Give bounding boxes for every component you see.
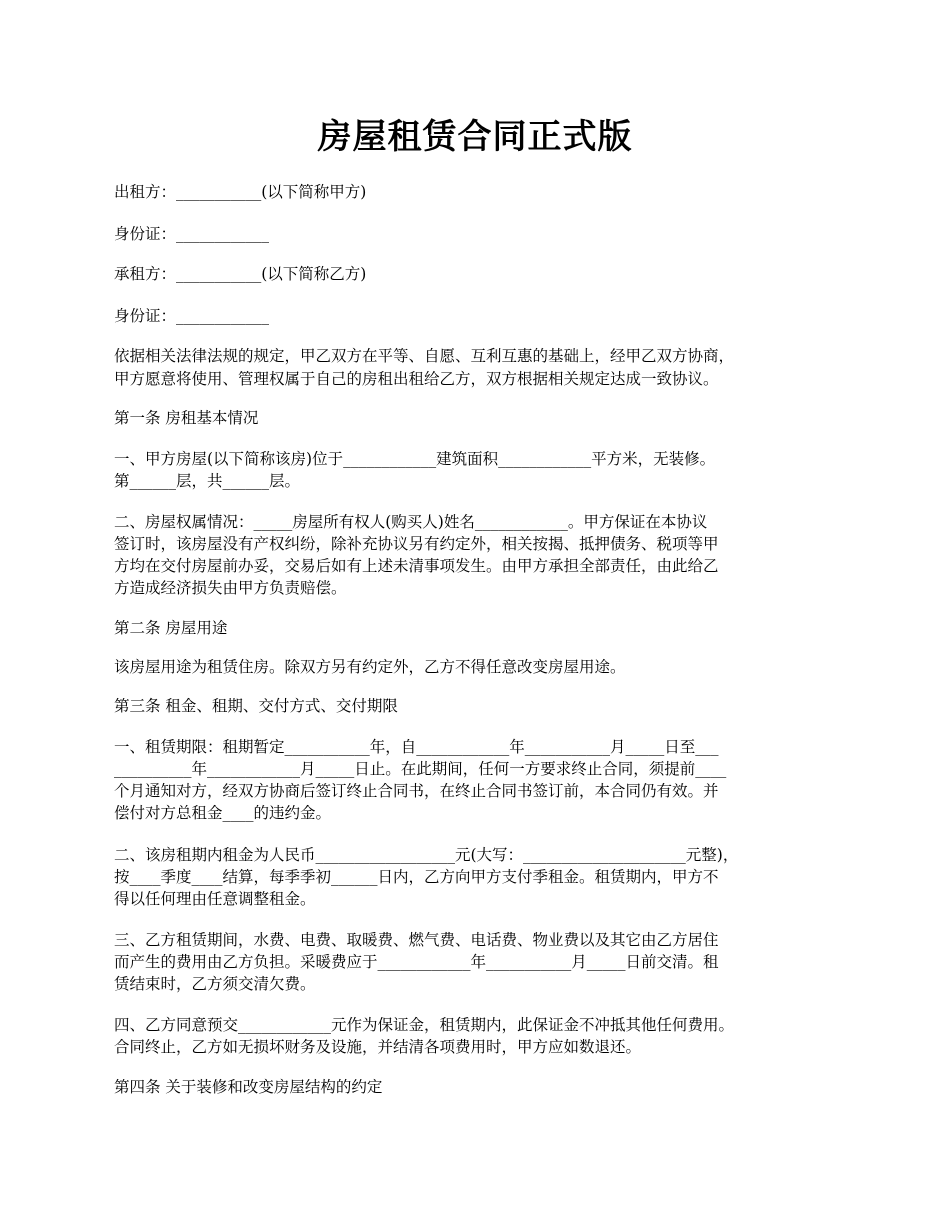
clause-line: 第______层，共______层。: [114, 472, 301, 490]
lessee-line: 承租方：___________(以下简称乙方): [114, 265, 367, 283]
document-title: 房屋租赁合同正式版: [317, 117, 633, 157]
lessor-line: 出租方：___________(以下简称甲方): [114, 183, 367, 201]
clause-line: 该房屋用途为租赁住房。除双方另有约定外，乙方不得任意改变房屋用途。: [114, 658, 626, 676]
lessor-id-line: 身份证：____________: [114, 225, 270, 243]
preamble-line: 依据相关法律法规的规定，甲乙双方在平等、自愿、互利互惠的基础上，经甲乙双方协商，: [114, 347, 735, 365]
article-3-heading: 第三条 租金、租期、交付方式、交付期限: [114, 697, 398, 715]
clause-line: 方造成经济损失由甲方负责赔偿。: [114, 579, 347, 597]
lessee-id-line: 身份证：____________: [114, 307, 270, 325]
clause-line: 赁结束时，乙方须交清欠费。: [114, 975, 316, 993]
article-1-heading: 第一条 房租基本情况: [114, 409, 259, 427]
preamble-line: 甲方愿意将使用、管理权属于自己的房租出租给乙方，双方根据相关规定达成一致协议。: [114, 370, 719, 388]
clause-line: 二、房屋权属情况：_____房屋所有权人(购买人)姓名____________。甲方保证在本协议: [114, 513, 708, 531]
article-2-heading: 第二条 房屋用途: [114, 619, 228, 637]
article-4-heading: 第四条 关于装修和改变房屋结构的约定: [114, 1078, 383, 1096]
clause-line: 二、该房租期内租金为人民币__________________元(大写：_____________________元整)，: [114, 846, 739, 864]
clause-line: 得以任何理由任意调整租金。: [114, 890, 316, 908]
clause-line: 四、乙方同意预交____________元作为保证金，租赁期内，此保证金不冲抵其他任何费用。: [114, 1016, 735, 1034]
clause-line: 方均在交付房屋前办妥，交易后如有上述未清事项发生。由甲方承担全部责任，由此给乙: [114, 557, 719, 575]
clause-line: 个月通知对方，经双方协商后签订终止合同书，在终止合同书签订前，本合同仍有效。并: [114, 782, 719, 800]
clause-line: 三、乙方租赁期间，水费、电费、取暖费、燃气费、电话费、物业费以及其它由乙方居住: [114, 931, 719, 949]
clause-line: 合同终止，乙方如无损坏财务及设施，并结清各项费用时，甲方应如数退还。: [114, 1038, 642, 1056]
clause-line: 而产生的费用由乙方负担。采暖费应于____________年___________月_____日前交清。租: [114, 953, 719, 971]
clause-line: 一、租赁期限：租期暂定___________年，自____________年___________月_____日至___: [114, 738, 719, 756]
clause-line: 签订时，该房屋没有产权纠纷，除补充协议另有约定外，相关按揭、抵押债务、税项等甲: [114, 535, 719, 553]
clause-line: __________年____________月_____日止。在此期间，任何一方要求终止合同，须提前____: [114, 760, 727, 778]
clause-line: 按____季度____结算，每季季初______日内，乙方向甲方支付季租金。租赁期内，甲方不: [114, 868, 719, 886]
clause-line: 偿付对方总租金____的违约金。: [114, 804, 332, 822]
clause-line: 一、甲方房屋(以下简称该房)位于____________建筑面积____________平方米，无装修。: [114, 450, 716, 468]
